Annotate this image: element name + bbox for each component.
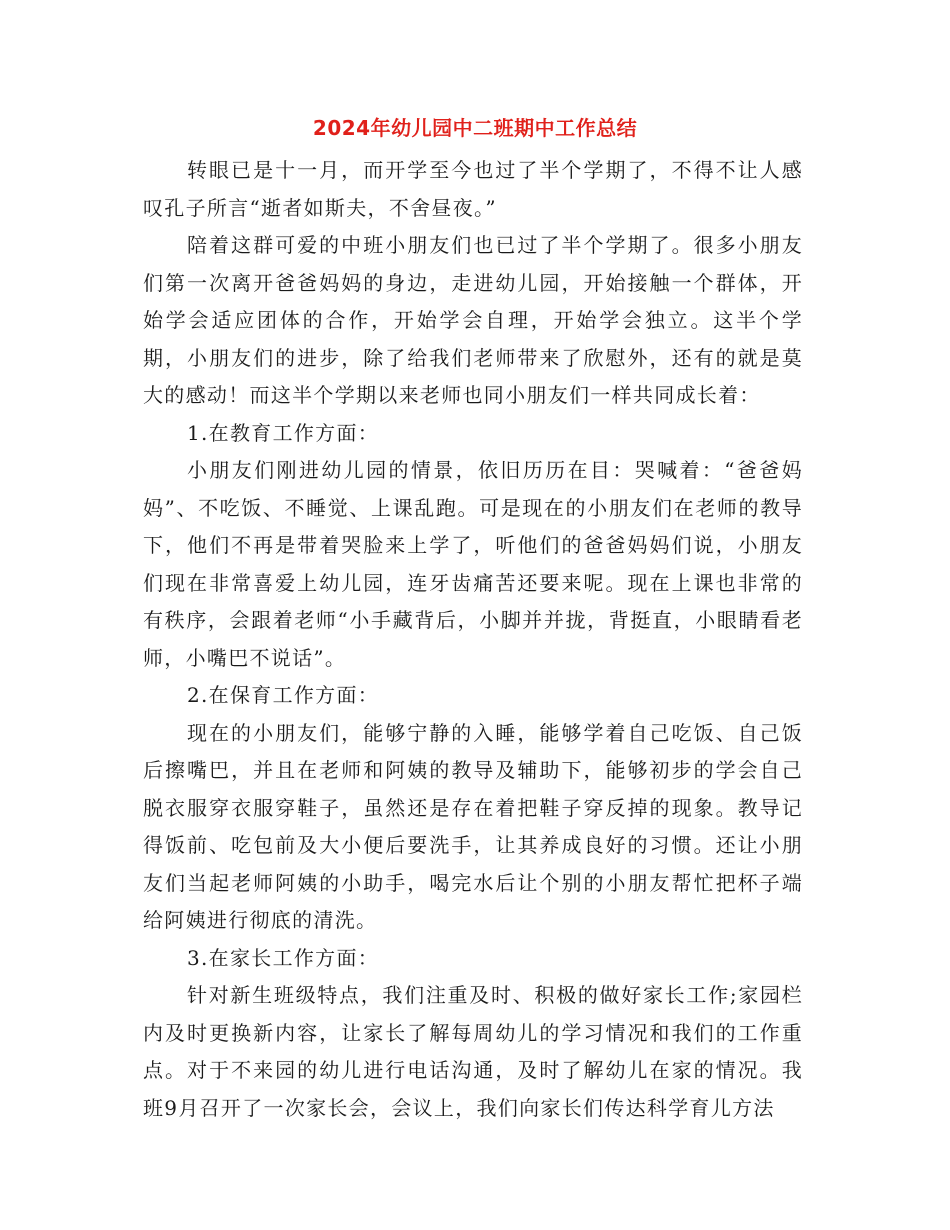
paragraph-care: 现在的小朋友们，能够宁静的入睡，能够学着自己吃饭、自己饭后擦嘴巴，并且在老师和阿姨的教导及辅助下，能够初步的学会自己脱衣服穿衣服穿鞋子，虽然还是存在着把鞋子穿反掉的现象。教导记得饭前、吃包前及大小便后要洗手，让其养成良好的习惯。还让小朋友们当起老师阿姨的小助手，喝完水后让个别的小朋友帮忙把杯子端给阿姨进行彻底的清洗。 xyxy=(143,720,803,932)
document-title: 2024年幼儿园中二班期中工作总结 xyxy=(312,116,638,140)
document-body xyxy=(143,152,803,1127)
section-heading-education: 1.在教育工作方面： xyxy=(187,420,380,445)
section-heading-care: 2.在保育工作方面： xyxy=(187,683,380,707)
paragraph-parents: 针对新生班级特点，我们注重及时、积极的做好家长工作;家园栏内及时更换新内容，让家长了解每周幼儿的学习情况和我们的工作重点。对于不来园的幼儿进行电话沟通，及时了解幼儿在家的情况。我班9月召开了一次家长会，会议上，我们向家长们传达科学育儿方法 xyxy=(143,983,803,1120)
paragraph-overview: 陪着这群可爱的中班小朋友们也已过了半个学期了。很多小朋友们第一次离开爸爸妈妈的身边，走进幼儿园，开始接触一个群体，开始学会适应团体的合作，开始学会自理，开始学会独立。这半个学期，小朋友们的进步，除了给我们老师带来了欣慰外，还有的就是莫大的感动！而这半个学期以来老师也同小朋友们一样共同成长着： xyxy=(143,233,803,407)
paragraph-education: 小朋友们刚进幼儿园的情景，依旧历历在目：哭喊着：“爸爸妈妈”、不吃饭、不睡觉、上课乱跑。可是现在的小朋友们在老师的教导下，他们不再是带着哭脸来上学了，听他们的爸爸妈妈们说，小朋友们现在非常喜爱上幼儿园，连牙齿痛苦还要来呢。现在上课也非常的有秩序，会跟着老师“小手藏背后，小脚并并拢，背挺直，小眼睛看老师，小嘴巴不说话”。 xyxy=(143,458,803,670)
paragraph-intro: 转眼已是十一月，而开学至今也过了半个学期了，不得不让人感叹孔子所言“逝者如斯夫，不舍昼夜。” xyxy=(143,158,803,220)
section-heading-parents: 3.在家长工作方面： xyxy=(187,945,380,970)
